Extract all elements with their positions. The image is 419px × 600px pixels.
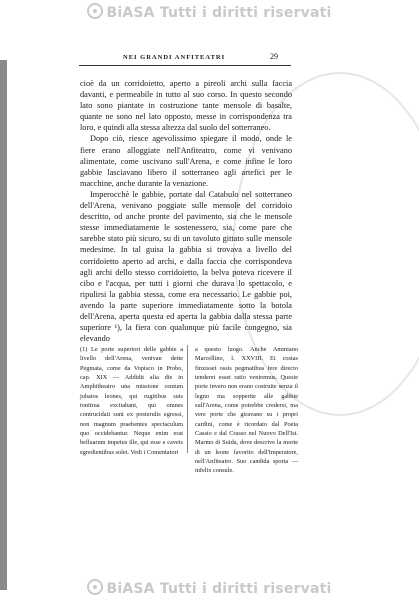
running-head-title: NEI GRANDI ANFITEATRI	[123, 54, 226, 61]
paragraph-1: cioè da un corridoietto, aperto a pireoli archi sulla faccia davanti, e permeabile in tutto al suo corso. In questo secondo lato sono piantate in costruzione tante mensole di basalte, quante ne sono nel lato opposto, messe in corrispondenza tra loro, e quindi alla stessa altezza dal suolo del sotterraneo.	[80, 79, 292, 133]
footnote-left-text: (1) Le porte superiori delle gabbie a livello dell'Arena, venivan dette Pegmata, come da Vopisco in Probo, cap. XIX — Addidit alia die in Amphitheatro una missione centum jubatos leones, qui rugitibus suis tonitrua excitabant, qui omnes contrucidati sunt ex posterulis egressi, non magnum praebentes spectaculum quo occidebantur. Neque enim erat belluarum impetus ille, qui esse e caveis egredientibus solet. Vedi i Comentatori	[80, 346, 183, 456]
footnote-left-column	[80, 345, 183, 457]
paragraph-2: Dopo ciò, riesce agevolissimo spiegare il modo, onde le fiere erano alloggiate nell'Anfiteatro, come vi venivano alimentate, come uscivano sull'Arena, e come infine le loro gabbie lasciavano libero il sotterraneo agli artefici per le macchine, anche durante la venazione.	[80, 134, 292, 188]
header-rule	[79, 65, 291, 66]
page-number: 29	[270, 52, 278, 61]
watermark-top-text: BiASA Tutti i diritti riservati	[106, 5, 332, 21]
biasa-logo-icon	[87, 3, 103, 19]
watermark-top	[0, 3, 419, 21]
paragraph-3: Imperocchè le gabbie, portate dal Catabulo nel sotterraneo dell'Arena, venivano poggiate sulle mensole del corridoio descritto, od anche pronte del pavimento, sia che le mensole stesse immediatamente le sostenessero, sia, come pare che sarebbe stato più sicuro, su di un tavoluto gittato sulle mensole medesime. In tal guisa la gabbia si trovava a livello del corridoietto aperto ad archi, e dalla faccia che corrispondeva agli archi dello stesso corridoietto, la belva poteva ricevere il cibo e l'acqua, per tutti i giorni che durava lo spettacolo, e ripulirsi la gabbia stessa, come era necessario. Le gabbie poi, avendo la parte superiore immediatamente sotto la botola dell'Arena, aperta questa ed aperta la gabbia dalla stessa parte superiore ¹), la fiera con qualunque più facile congegno, sia elevando	[80, 189, 292, 344]
watermark-bottom	[0, 579, 419, 597]
footnote-right-text: a questo luogo. Anche Ammiano Marcellino, l. XXVIII. Et costas finxisset ossis pegmatibus fere directo tenderet esset ratio veniremus. Queste porte invero non erano costruite senza il legno ma sopperite alle gabbie sull'Arena, come potrebbe credersi, ma vere porte che giravano su i propri cardini, come è ricordato dal Poeta Cassio e dal Crasso nel Nuovo Dell'Ist. Marmo di Suida, dove descrive la morte di un leone favorito dell'Imperatore, nell'Anfiteatro. Suo candida sporta — infelix consule.	[195, 346, 298, 475]
page-left-edge	[0, 60, 7, 590]
watermark-bottom-text: BiASA Tutti i diritti riservati	[106, 581, 332, 597]
running-head	[0, 52, 419, 64]
body-text	[80, 78, 292, 344]
footnote-divider	[187, 345, 188, 453]
biasa-logo-icon	[87, 579, 103, 595]
footnote-right-column	[195, 345, 298, 476]
